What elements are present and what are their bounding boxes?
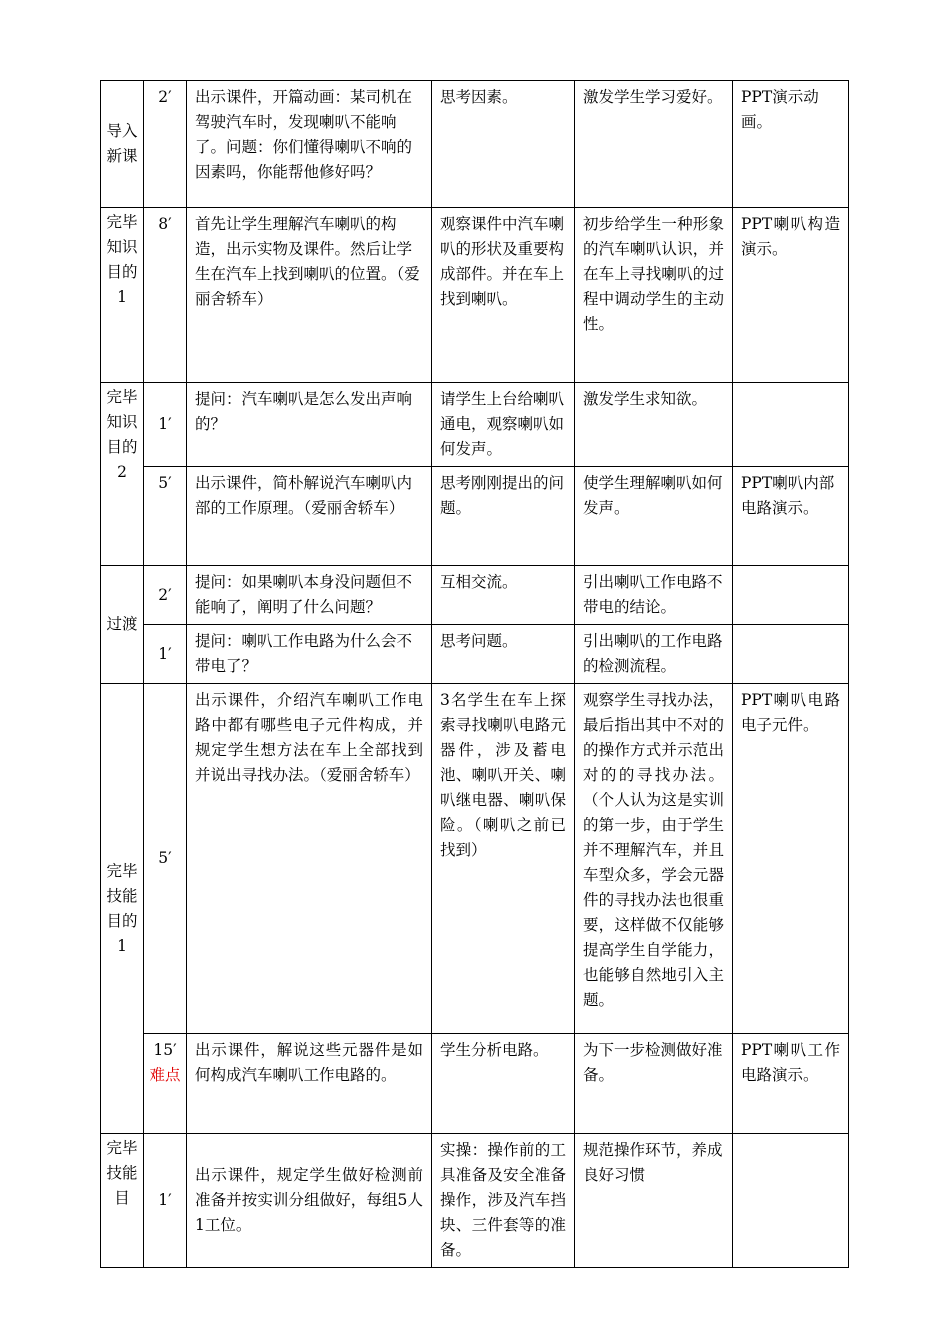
media-cell: PPT喇叭电路电子元件。 bbox=[733, 684, 849, 1034]
student-activity-cell: 实操：操作前的工具准备及安全准备操作，涉及汽车挡块、三件套等的准备。 bbox=[432, 1134, 575, 1268]
design-intent-cell: 激发学生求知欲。 bbox=[575, 383, 733, 467]
media-cell bbox=[733, 625, 849, 684]
teacher-activity-cell: 提问：喇叭工作电路为什么会不带电了？ bbox=[187, 625, 432, 684]
media-cell: PPT演示动画。 bbox=[733, 81, 849, 208]
time-cell: 2′ bbox=[144, 566, 187, 625]
media-cell: PPT喇叭工作电路演示。 bbox=[733, 1034, 849, 1134]
stage-cell: 过渡 bbox=[101, 566, 144, 684]
design-intent-cell: 引出喇叭工作电路不带电的结论。 bbox=[575, 566, 733, 625]
table-row bbox=[101, 1034, 849, 1134]
table-row bbox=[101, 1134, 849, 1268]
design-intent-cell: 激发学生学习爱好。 bbox=[575, 81, 733, 208]
design-intent-cell: 引出喇叭的工作电路的检测流程。 bbox=[575, 625, 733, 684]
student-activity-cell: 请学生上台给喇叭通电，观察喇叭如何发声。 bbox=[432, 383, 575, 467]
teacher-activity-cell: 首先让学生理解汽车喇叭的构造，出示实物及课件。然后让学生在汽车上找到喇叭的位置。（爱丽舍轿车） bbox=[187, 208, 432, 383]
teacher-activity-cell: 提问：如果喇叭本身没问题但不能响了，阐明了什么问题？ bbox=[187, 566, 432, 625]
design-intent-cell: 为下一步检测做好准备。 bbox=[575, 1034, 733, 1134]
student-activity-cell: 思考问题。 bbox=[432, 625, 575, 684]
media-cell: PPT喇叭构造演示。 bbox=[733, 208, 849, 383]
table-row bbox=[101, 208, 849, 383]
table-row bbox=[101, 625, 849, 684]
design-intent-cell: 观察学生寻找办法，最后指出其中不对的的操作方式并示范出对的的寻找办法。（个人认为这是实训的第一步，由于学生并不理解汽车，并且车型众多，学会元器件的寻找办法也很重要，这样做不仅能够提高学生自学能力，也能够自然地引入主题。 bbox=[575, 684, 733, 1034]
teacher-activity-cell: 出示课件，开篇动画：某司机在驾驶汽车时，发现喇叭不能响了。问题：你们懂得喇叭不响的因素吗，你能帮他修好吗？ bbox=[187, 81, 432, 208]
table-row bbox=[101, 566, 849, 625]
media-cell bbox=[733, 383, 849, 467]
time-cell: 2′ bbox=[144, 81, 187, 208]
table-row bbox=[101, 684, 849, 1034]
time-cell bbox=[144, 1034, 187, 1134]
stage-cell: 完毕知识目的2 bbox=[101, 383, 144, 566]
time-cell: 8′ bbox=[144, 208, 187, 383]
media-cell bbox=[733, 1134, 849, 1268]
student-activity-cell: 思考刚刚提出的问题。 bbox=[432, 467, 575, 566]
student-activity-cell: 思考因素。 bbox=[432, 81, 575, 208]
student-activity-cell: 3名学生在车上探索寻找喇叭电路元器件，涉及蓄电池、喇叭开关、喇叭继电器、喇叭保险。（喇叭之前已找到） bbox=[432, 684, 575, 1034]
stage-cell: 完毕技能目 bbox=[101, 1134, 144, 1268]
time-value: 15′ bbox=[153, 1041, 177, 1059]
design-intent-cell: 使学生理解喇叭如何发声。 bbox=[575, 467, 733, 566]
time-cell: 5′ bbox=[144, 684, 187, 1034]
stage-cell: 导入新课 bbox=[101, 81, 144, 208]
design-intent-cell: 初步给学生一种形象的汽车喇叭认识，并在车上寻找喇叭的过程中调动学生的主动性。 bbox=[575, 208, 733, 383]
student-activity-cell: 学生分析电路。 bbox=[432, 1034, 575, 1134]
media-cell bbox=[733, 566, 849, 625]
difficulty-note: 难点 bbox=[149, 1066, 181, 1084]
lesson-plan-table bbox=[100, 80, 849, 1268]
table-row bbox=[101, 467, 849, 566]
student-activity-cell: 观察课件中汽车喇叭的形状及重要构成部件。并在车上找到喇叭。 bbox=[432, 208, 575, 383]
teacher-activity-cell: 出示课件，解说这些元器件是如何构成汽车喇叭工作电路的。 bbox=[187, 1034, 432, 1134]
time-cell: 1′ bbox=[144, 383, 187, 467]
design-intent-cell: 规范操作环节，养成良好习惯 bbox=[575, 1134, 733, 1268]
time-cell: 1′ bbox=[144, 1134, 187, 1268]
stage-cell: 完毕技能目的1 bbox=[101, 684, 144, 1134]
table-row bbox=[101, 383, 849, 467]
time-cell: 1′ bbox=[144, 625, 187, 684]
teacher-activity-cell: 提问：汽车喇叭是怎么发出声响的？ bbox=[187, 383, 432, 467]
student-activity-cell: 互相交流。 bbox=[432, 566, 575, 625]
teacher-activity-cell: 出示课件，规定学生做好检测前准备并按实训分组做好，每组5人1工位。 bbox=[187, 1134, 432, 1268]
teacher-activity-cell: 出示课件，介绍汽车喇叭工作电路中都有哪些电子元件构成，并规定学生想方法在车上全部找到并说出寻找办法。（爱丽舍轿车） bbox=[187, 684, 432, 1034]
teacher-activity-cell: 出示课件，简朴解说汽车喇叭内部的工作原理。（爱丽舍轿车） bbox=[187, 467, 432, 566]
media-cell: PPT喇叭内部电路演示。 bbox=[733, 467, 849, 566]
time-cell: 5′ bbox=[144, 467, 187, 566]
stage-cell: 完毕知识目的1 bbox=[101, 208, 144, 383]
table-row bbox=[101, 81, 849, 208]
